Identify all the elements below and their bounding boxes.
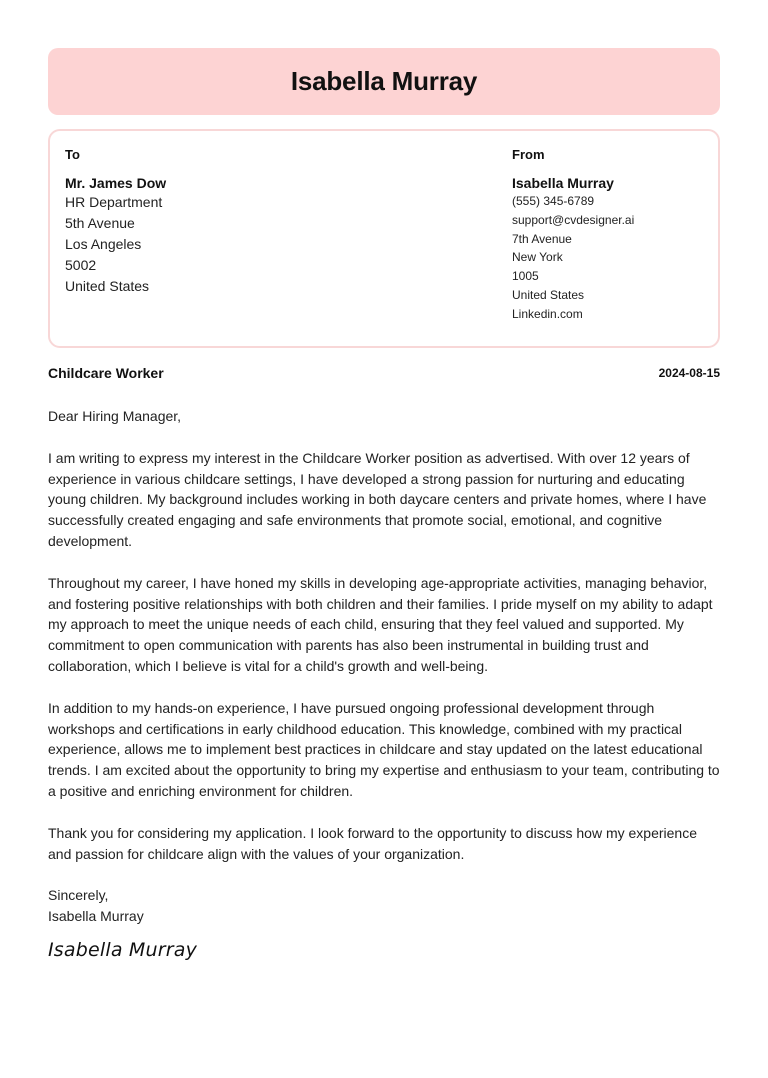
body-paragraph: In addition to my hands-on experience, I have pursued ongoing professional development through workshops and certifications in early childhood education. This knowledge, combined with my practical experience, allows me to implement best practices in childcare and stay updated on the latest educational trends. I am excited about the opportunity to bring my expertise and enthusiasm to your team, contributing to a positive and enriching environment for children. xyxy=(48,699,720,799)
closing: Sincerely, xyxy=(48,887,109,904)
letter-date: 2024-08-15 xyxy=(658,366,720,380)
cover-letter-page xyxy=(48,48,720,961)
sender-name: Isabella Murray xyxy=(512,175,614,191)
sender-email: support@cvdesigner.ai xyxy=(512,212,635,227)
job-title: Childcare Worker xyxy=(48,365,164,381)
salutation: Dear Hiring Manager, xyxy=(48,408,182,424)
recipient-line: Los Angeles xyxy=(65,236,142,252)
sender-phone: (555) 345-6789 xyxy=(512,194,595,208)
recipient-line: United States xyxy=(65,278,150,294)
letter-body xyxy=(48,406,720,927)
sender-country: United States xyxy=(512,287,585,302)
recipient-line: 5002 xyxy=(65,257,97,273)
address-box xyxy=(48,129,720,348)
sender-label: From xyxy=(512,147,545,162)
sender-block xyxy=(512,147,634,324)
closing-name: Isabella Murray xyxy=(48,908,144,925)
sender-linkedin: Linkedin.com xyxy=(512,306,583,321)
header-name: Isabella Murray xyxy=(290,66,478,96)
signature: Isabella Murray xyxy=(48,938,198,961)
body-paragraph: I am writing to express my interest in the Childcare Worker position as advertised. With over 12 years of experience in various childcare settings, I have developed a strong passion for nurturing and educating young children. My background includes working in both daycare centers and private homes, where I have successfully created engaging and safe environments that promote social, emotional, and cognitive development. xyxy=(48,449,707,549)
role-date-row xyxy=(48,364,720,382)
recipient-line: 5th Avenue xyxy=(65,215,135,231)
recipient-label: To xyxy=(65,147,80,162)
recipient-name: Mr. James Dow xyxy=(65,175,167,191)
sender-zip: 1005 xyxy=(512,269,539,284)
recipient-block xyxy=(65,147,166,297)
body-paragraph: Thank you for considering my application. I look forward to the opportunity to discuss how my experience and passion for childcare align with the values of your organization. xyxy=(48,824,697,862)
sender-street: 7th Avenue xyxy=(512,231,572,246)
body-paragraph: Throughout my career, I have honed my skills in developing age-appropriate activities, managing behavior, and fostering positive relationships with both children and their families. I pride myself on my ability to adapt my approach to meet the unique needs of each child, ensuring that they feel valued and supported. My commitment to open communication with parents has also been instrumental in building trust and collaboration, which I believe is vital for a child's growth and well-being. xyxy=(48,574,713,674)
recipient-line: HR Department xyxy=(65,194,163,210)
name-header xyxy=(48,48,720,115)
sender-city: New York xyxy=(512,250,563,265)
